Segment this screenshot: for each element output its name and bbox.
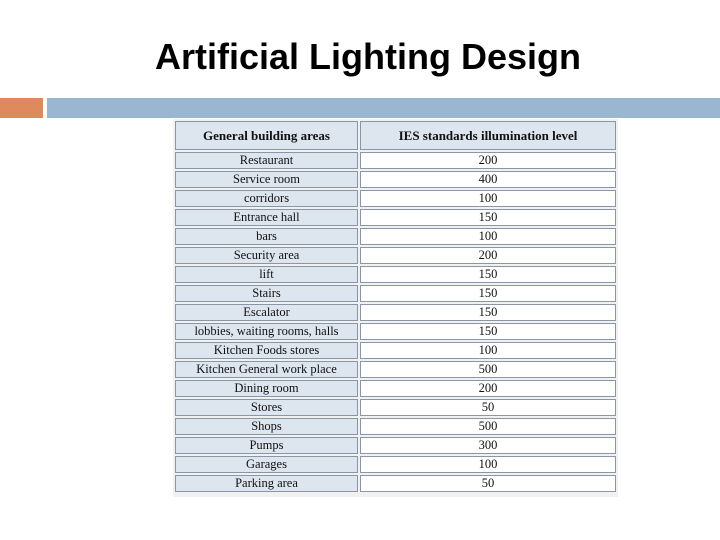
area-cell: Entrance hall [175, 209, 358, 226]
area-cell: Garages [175, 456, 358, 473]
table-row [175, 342, 616, 359]
illumination-table-container [173, 119, 618, 497]
area-cell: Stairs [175, 285, 358, 302]
area-cell: Kitchen General work place [175, 361, 358, 378]
illumination-table [173, 119, 618, 494]
area-cell: Parking area [175, 475, 358, 492]
area-cell: Security area [175, 247, 358, 264]
table-row [175, 380, 616, 397]
table-row [175, 475, 616, 492]
area-cell: Escalator [175, 304, 358, 321]
table-body [175, 152, 616, 492]
table-row [175, 323, 616, 340]
table-row [175, 190, 616, 207]
table-row [175, 247, 616, 264]
column-header-level: IES standards illumination level [360, 121, 616, 150]
illumination-level-cell: 150 [360, 304, 616, 321]
area-cell: bars [175, 228, 358, 245]
illumination-level-cell: 50 [360, 475, 616, 492]
illumination-level-cell: 150 [360, 266, 616, 283]
illumination-level-cell: 200 [360, 380, 616, 397]
slide-title: Artificial Lighting Design [154, 36, 581, 77]
area-cell: lift [175, 266, 358, 283]
area-cell: corridors [175, 190, 358, 207]
area-cell: Service room [175, 171, 358, 188]
illumination-level-cell: 150 [360, 323, 616, 340]
illumination-level-cell: 200 [360, 247, 616, 264]
illumination-level-cell: 500 [360, 418, 616, 435]
area-cell: Kitchen Foods stores [175, 342, 358, 359]
illumination-level-cell: 100 [360, 190, 616, 207]
accent-bar-orange [0, 98, 43, 118]
area-cell: Dining room [175, 380, 358, 397]
table-row [175, 209, 616, 226]
area-cell: lobbies, waiting rooms, halls [175, 323, 358, 340]
table-row [175, 361, 616, 378]
illumination-level-cell: 150 [360, 209, 616, 226]
table-row [175, 418, 616, 435]
column-header-area: General building areas [175, 121, 358, 150]
table-row [175, 266, 616, 283]
table-header-row [175, 121, 616, 150]
illumination-level-cell: 100 [360, 456, 616, 473]
illumination-level-cell: 200 [360, 152, 616, 169]
table-row [175, 228, 616, 245]
table-row [175, 152, 616, 169]
table-row [175, 399, 616, 416]
table-row [175, 437, 616, 454]
illumination-level-cell: 400 [360, 171, 616, 188]
table-row [175, 304, 616, 321]
area-cell: Stores [175, 399, 358, 416]
table-row [175, 171, 616, 188]
illumination-level-cell: 100 [360, 228, 616, 245]
area-cell: Shops [175, 418, 358, 435]
table-row [175, 285, 616, 302]
illumination-level-cell: 500 [360, 361, 616, 378]
area-cell: Pumps [175, 437, 358, 454]
illumination-level-cell: 150 [360, 285, 616, 302]
table-row [175, 456, 616, 473]
illumination-level-cell: 300 [360, 437, 616, 454]
illumination-level-cell: 100 [360, 342, 616, 359]
illumination-level-cell: 50 [360, 399, 616, 416]
area-cell: Restaurant [175, 152, 358, 169]
accent-bar-blue [47, 98, 720, 118]
